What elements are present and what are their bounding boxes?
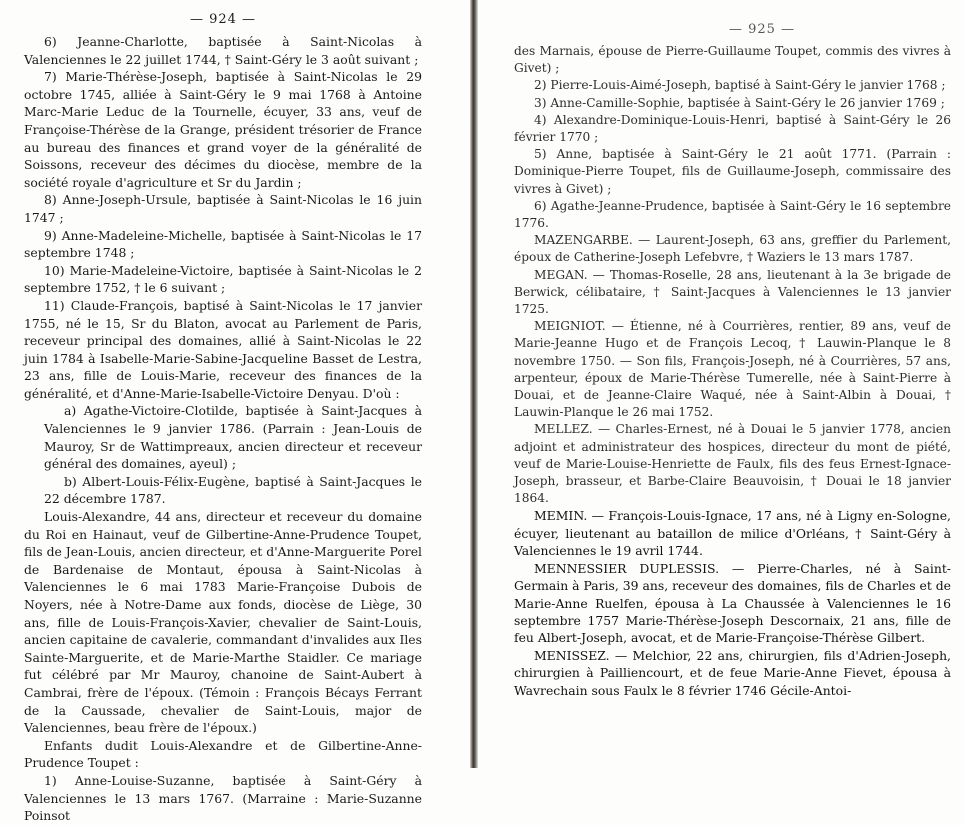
paragraph: 3) Anne-Camille-Sophie, baptisée à Saint-Géry le 26 janvier 1769 ; (534, 95, 945, 110)
paragraph: 11) Claude-François, baptisé à Saint-Nicolas le 17 janvier 1755, né le 15, Sr du Blaton, avocat au Parlement de Paris, receveur principal des domaines, allié à Saint-Nicolas le 22 juin 1784 à Isabelle-Marie-Sabine-Jacqueline Basset de Lestra, 23 ans, fille de Louis-Marie, receveur des finances de la généralité, et d'Anne-Marie-Isabelle-Victoire Denyau. D'où : (24, 297, 422, 401)
paragraph: 8) Anne-Joseph-Ursule, baptisée à Saint-Nicolas le 16 juin 1747 ; (24, 192, 422, 225)
paragraph: 7) Marie-Thérèse-Joseph, baptisée à Saint-Nicolas le 29 octobre 1745, alliée à Saint-Géry le 9 mai 1768 à Antoine Marc-Marie Leduc de la Tournelle, écuyer, 33 ans, veuf de Françoise-Thérèse de la Grange, président trésorier de France au bureau des finances et grand voyer de la généralité de Soissons, receveur des décimes du diocèse, membre de la société royale d'agriculture et Sr du Jardin ; (24, 69, 422, 190)
paragraph: MEIGNIOT. — Étienne, né à Courrières, rentier, 89 ans, veuf de Marie-Jeanne Hugo et de François Lecoq, † Lauwin-Planque le 8 novembre 1750. — Son fils, François-Joseph, né à Courrières, 57 ans, arpenteur, époux de Marie-Thérèse Tumerelle, née à Saint-Pierre à Douai, et de Jeanne-Claire Waqué, née à Saint-Albin à Douai, † Lauwin-Planque le 26 mai 1752. (514, 319, 951, 420)
paragraph: 9) Anne-Madeleine-Michelle, baptisée à Saint-Nicolas le 17 septembre 1748 ; (24, 227, 422, 261)
right-page (478, 0, 965, 768)
paragraph: des Marnais, épouse de Pierre-Guillaume Toupet, commis des vivres à Givet) ; (514, 44, 951, 76)
paragraph: MEMIN. — François-Louis-Ignace, 17 ans, né à Ligny en-Sologne, écuyer, lieutenant au bataillon de milice d'Orléans, † Saint-Géry à Valenciennes le 19 avril 1744. (514, 508, 951, 559)
left-page (0, 0, 470, 824)
paragraph: b) Albert-Louis-Félix-Eugène, baptisé à Saint-Jacques le 22 décembre 1787. (44, 473, 422, 507)
left-page-number: — 924 — (189, 12, 257, 27)
paragraph: 1) Anne-Louise-Suzanne, baptisée à Saint-Géry à Valenciennes le 13 mars 1767. (Marraine : Marie-Suzanne Poinsot (24, 772, 422, 824)
paragraph: 10) Marie-Madeleine-Victoire, baptisée à Saint-Nicolas le 2 septembre 1752, † le 6 suivant ; (24, 262, 422, 296)
paragraph: 2) Pierre-Louis-Aimé-Joseph, baptisé à Saint-Géry le janvier 1768 ; (534, 78, 946, 93)
paragraph: Louis-Alexandre, 44 ans, directeur et receveur du domaine du Roi en Hainaut, veuf de Gilbertine-Anne-Prudence Toupet, fils de Jean-Louis, ancien directeur, et d'Anne-Marguerite Porel de Bardenaise de Montaut, épousa à Saint-Nicolas à Valenciennes le 6 mai 1783 Marie-Françoise Dubois de Noyers, née à Notre-Dame aux fonds, diocèse de Liège, 30 ans, fille de Louis-François-Xavier, chevalier de Saint-Louis, ancien capitaine de cavalerie, commandant d'invalides aux Iles Sainte-Marguerite, et de Marie-Marthe Staidler. Ce mariage fut célébré par Mr Mauroy, chanoine de Saint-Aubert à Cambrai, frère de l'époux. (Témoin : François Bécays Ferrant de la Caussade, chevalier de Saint-Louis, major de Valenciennes, beau frère de l'époux.) (24, 509, 422, 736)
paragraph: MEGAN. — Thomas-Roselle, 28 ans, lieutenant à la 3e brigade de Berwick, célibataire, † Saint-Jacques à Valenciennes le 13 janvier 1725. (514, 267, 951, 317)
paragraph: 6) Agathe-Jeanne-Prudence, baptisée à Saint-Géry le 16 septembre 1776. (514, 198, 951, 231)
paragraph: 4) Alexandre-Dominique-Louis-Henri, baptisé à Saint-Géry le 26 février 1770 ; (514, 112, 951, 145)
paragraph: Enfants dudit Louis-Alexandre et de Gilbertine-Anne-Prudence Toupet : (24, 737, 422, 771)
paragraph: 5) Anne, baptisée à Saint-Géry le 21 août 1771. (Parrain : Dominique-Pierre Toupet, fils de Guillaume-Joseph, commissaire des vivres à Givet) ; (514, 147, 951, 196)
book-gutter (470, 0, 478, 768)
paragraph: 6) Jeanne-Charlotte, baptisée à Saint-Nicolas à Valenciennes le 22 juillet 1744, † Saint-Géry le 3 août suivant ; (24, 34, 422, 67)
left-page-text (24, 33, 422, 825)
paragraph: MAZENGARBE. — Laurent-Joseph, 63 ans, greffier du Parlement, époux de Catherine-Joseph Lefebvre, † Waziers le 13 mars 1787. (514, 233, 951, 265)
paragraph: MENISSEZ. — Melchior, 22 ans, chirurgien, fils d'Adrien-Joseph, chirurgien à Pailliencourt, et de feue Marie-Anne Fievet, épousa à Wavrechain sous Faulx le 8 février 1746 Gécile-Antoi- (514, 647, 951, 698)
paragraph: a) Agathe-Victoire-Clotilde, baptisée à Saint-Jacques à Valenciennes le 9 janvier 1786. (Parrain : Jean-Louis de Mauroy, Sr de Wattimpreaux, ancien directeur et receveur général des domaines, ayeul) ; (44, 403, 422, 472)
paragraph: MELLEZ. — Charles-Ernest, né à Douai le 5 janvier 1778, ancien adjoint et administrateur des hospices, directeur du mont de piété, veuf de Marie-Louise-Henriette de Faulx, fils des feus Ernest-Ignace-Joseph, brasseur, et Barbe-Claire Beauvoisin, † Douai le 18 janvier 1864. (514, 422, 951, 506)
right-page-number: — 925 — (729, 22, 796, 37)
paragraph: MENNESSIER DUPLESSIS. — Pierre-Charles, né à Saint-Germain à Paris, 39 ans, receveur des domaines, fils de Charles et de Marie-Anne Ruelfen, épousa à La Chaussée à Valenciennes le 16 septembre 1757 Marie-Thérèse-Joseph Descornaix, 21 ans, fille de feu Albert-Joseph, avocat, et de Marie-Françoise-Thérèse Gilbert. (514, 560, 952, 646)
right-page-text (514, 43, 951, 699)
